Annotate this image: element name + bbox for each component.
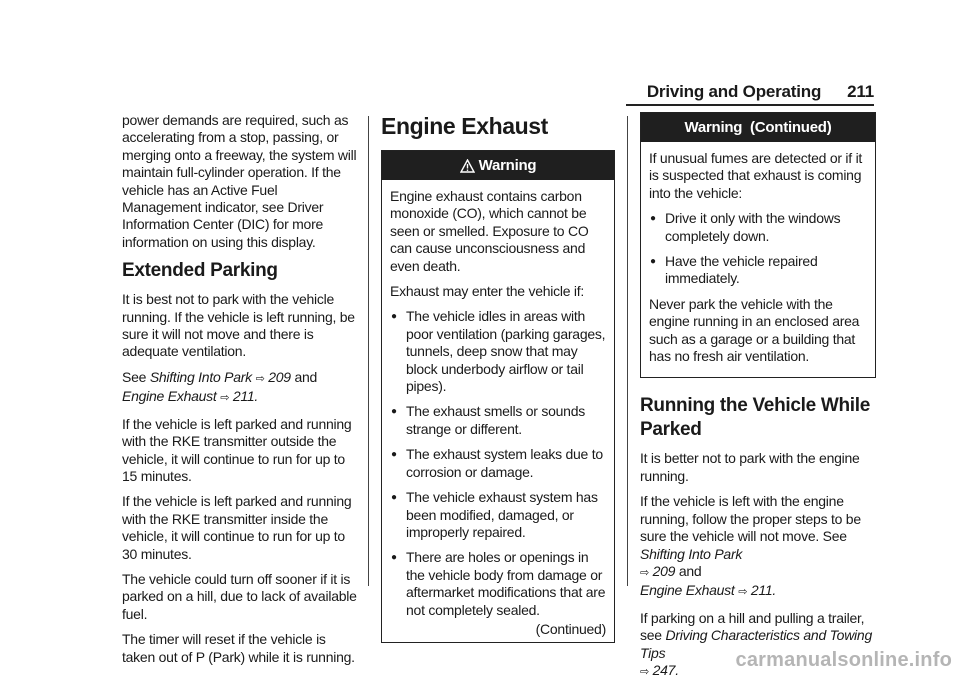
page-arrow-icon: ⇨ xyxy=(640,665,649,678)
page-number: 211 xyxy=(847,82,874,101)
column-divider-1 xyxy=(368,116,369,586)
heading-extended-parking: Extended Parking xyxy=(122,260,278,282)
section-title: Driving and Operating xyxy=(646,82,822,101)
continued-label: (Continued) xyxy=(535,620,606,637)
page-arrow-icon: ⇨ xyxy=(640,566,649,579)
paragraph: Never park the vehicle with the engine running in an enclosed area such as a garage or a building that has no fresh air ventilation. xyxy=(649,295,860,365)
paragraph: It is best not to park with the vehicle running. If the vehicle is left running, be sure it will not move and there is adequate ventilation. xyxy=(122,291,355,360)
header-rule xyxy=(626,104,874,106)
page-header xyxy=(647,82,874,102)
heading-running-vehicle-parked: Running the Vehicle While Parked xyxy=(640,395,871,441)
page-arrow-icon: ⇨ xyxy=(220,392,230,405)
list-item: ● Drive it only with the windows completely down. xyxy=(649,210,867,245)
link-driving-characteristics[interactable]: Driving Characteristics and Towing Tips xyxy=(640,627,872,661)
page-arrow-icon: ⇨ xyxy=(255,372,265,385)
warning-body xyxy=(382,180,614,642)
list-item: ● The exhaust smells or sounds strange or different. xyxy=(390,403,606,438)
paragraph: The timer will reset if the vehicle is taken out of P (Park) while it is running. xyxy=(122,631,355,665)
paragraph: It is better not to park with the engine running. xyxy=(640,450,860,484)
warning-header: Warning (Continued) xyxy=(641,113,875,142)
bullet-list xyxy=(390,308,606,619)
warning-triangle-icon xyxy=(460,159,475,173)
page-ref[interactable]: 247. xyxy=(652,661,679,678)
link-shifting-into-park[interactable]: Shifting Into Park xyxy=(149,368,252,385)
column-divider-2 xyxy=(627,116,628,586)
watermark: carmanualsonline.info xyxy=(735,649,952,671)
page-ref[interactable]: 211. xyxy=(232,388,259,405)
page-ref[interactable]: 209 xyxy=(268,368,291,385)
cross-reference-paragraph: If parking on a hill and pulling a trailer, see Driving Characteristics and Towing Tips ⇨ 247. xyxy=(640,609,872,678)
link-engine-exhaust[interactable]: Engine Exhaust xyxy=(640,582,735,599)
paragraph: Exhaust may enter the vehicle if: xyxy=(390,283,585,300)
warning-title: Warning xyxy=(478,157,537,174)
paragraph: power demands are required, such as accelerating from a stop, passing, or merging onto a freeway, the system will maintain full-cylinder operation. If the vehicle has an Active Fuel Management indicator, see Driver Information Center (DIC) for more information on using this display. xyxy=(122,112,357,250)
paragraph: If the vehicle is left parked and running with the RKE transmitter outside the vehicle, it will continue to run for up to 15 minutes. xyxy=(122,415,352,484)
column-1 xyxy=(122,112,358,674)
paragraph: If the vehicle is left parked and running with the RKE transmitter inside the vehicle, it will continue to run for up to 30 minutes. xyxy=(122,493,352,562)
paragraph: If unusual fumes are detected or if it is suspected that exhaust is coming into the vehicle: xyxy=(649,150,863,201)
list-item: ● There are holes or openings in the vehicle body from damage or aftermarket modifications that are not completely sealed. xyxy=(390,549,606,619)
warning-body xyxy=(641,142,875,377)
list-item: ● The exhaust system leaks due to corrosion or damage. xyxy=(390,446,606,481)
list-item: ● The vehicle exhaust system has been modified, damaged, or improperly repaired. xyxy=(390,489,606,541)
link-shifting-into-park[interactable]: Shifting Into Park xyxy=(640,545,743,562)
heading-engine-exhaust: Engine Exhaust xyxy=(381,113,548,139)
list-item: ● Have the vehicle repaired immediately. xyxy=(649,253,867,288)
warning-box-continued xyxy=(640,112,876,378)
paragraph: The vehicle could turn off sooner if it is parked on a hill, due to lack of available fuel. xyxy=(122,570,357,622)
column-2 xyxy=(381,112,615,643)
page-ref[interactable]: 211. xyxy=(750,582,777,599)
page-ref[interactable]: 209 xyxy=(652,562,676,579)
paragraph: Engine exhaust contains carbon monoxide (CO), which cannot be seen or smelled. Exposure to CO can cause unconsciousness and even death. xyxy=(390,188,589,274)
link-engine-exhaust[interactable]: Engine Exhaust xyxy=(122,388,217,405)
warning-box xyxy=(381,150,615,643)
cross-reference-paragraph: See Shifting Into Park ⇨ 209 and Engine Exhaust ⇨ 211. xyxy=(122,368,318,405)
column-3 xyxy=(640,112,876,689)
list-item: ● The vehicle idles in areas with poor ventilation (parking garages, tunnels, deep snow that may block underbody airflow or tail pipes). xyxy=(390,308,606,395)
warning-header xyxy=(382,151,614,180)
page-arrow-icon: ⇨ xyxy=(738,586,748,599)
cross-reference-paragraph: If the vehicle is left with the engine running, follow the proper steps to be sure the vehicle will not move. See Shifting Into Park ⇨ 209 and Engine Exhaust ⇨ 211. xyxy=(640,493,861,599)
bullet-list xyxy=(649,210,867,288)
